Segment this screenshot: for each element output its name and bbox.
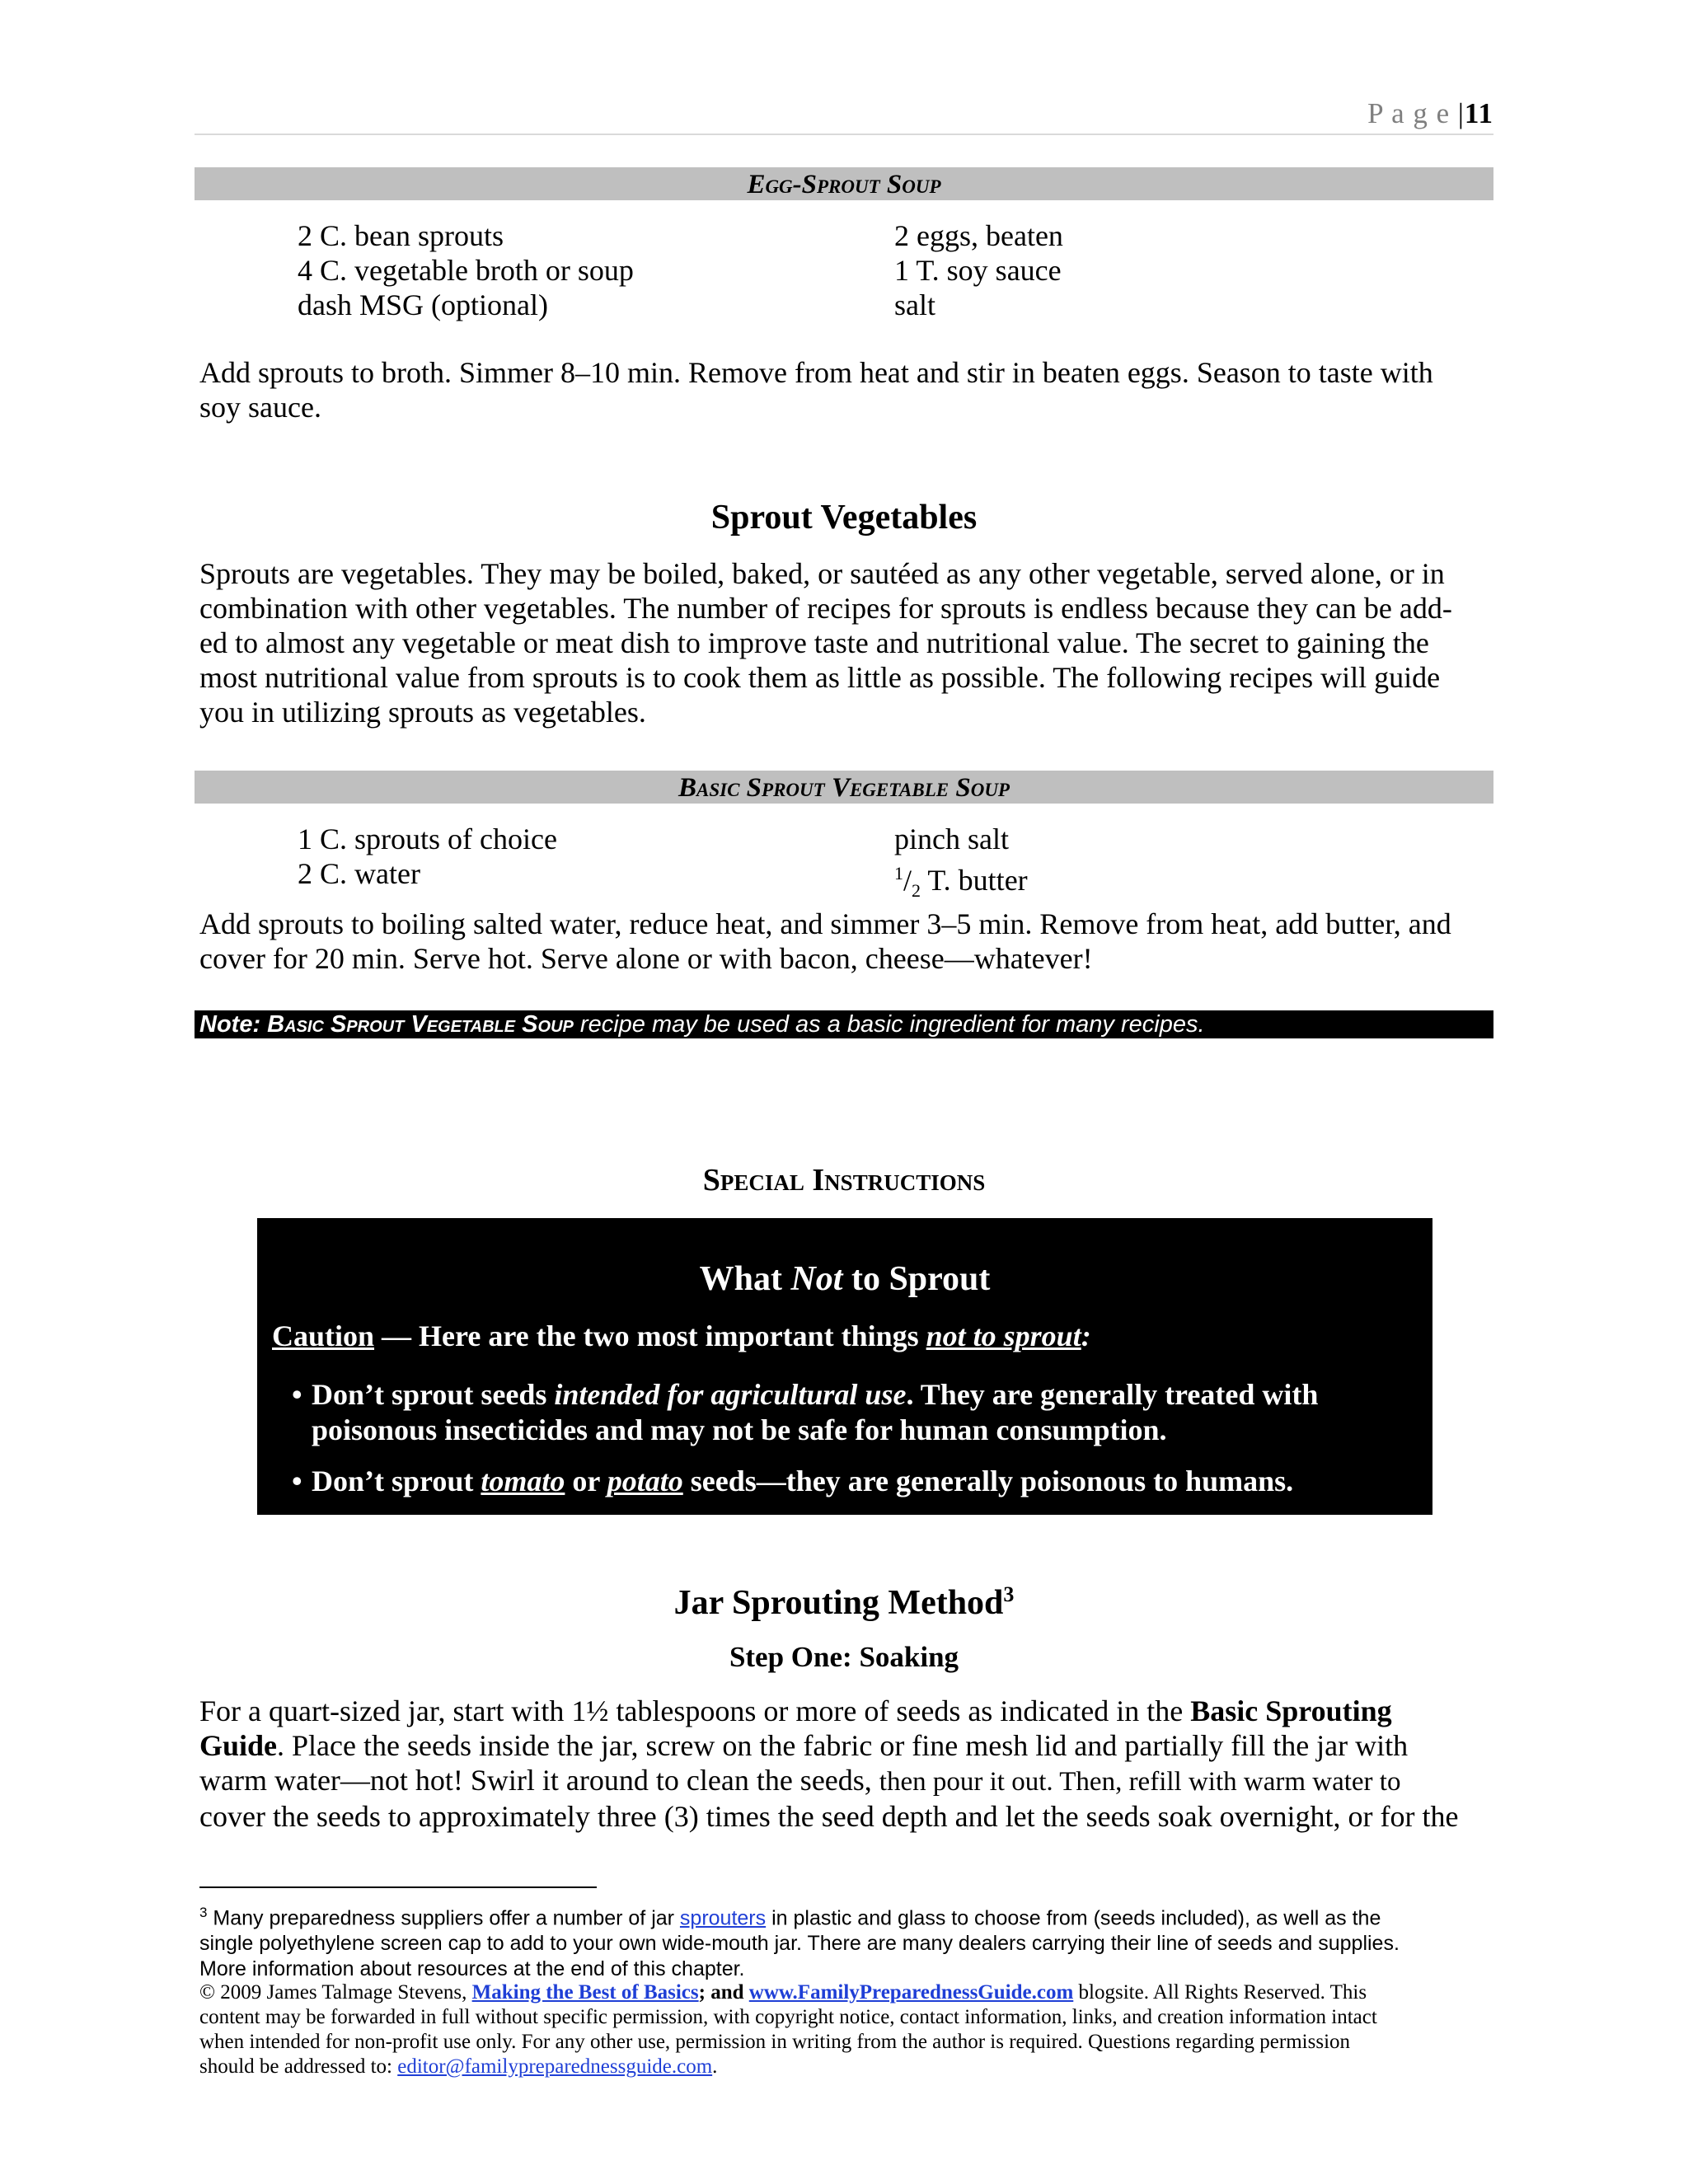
note-recipe-name: Basic Sprout Vegetable Soup (267, 1011, 574, 1038)
copyright-line (199, 2055, 1493, 2079)
bullet-text: Don’t sprout (312, 1465, 481, 1497)
footnote-marker: 3 (199, 1905, 208, 1920)
bullet-emphasis: potato (607, 1465, 683, 1497)
email-link[interactable]: editor@familypreparednessguide.com (397, 2055, 713, 2078)
caution-bullet-2 (292, 1464, 1294, 1499)
sprout-vegetables-paragraph (199, 556, 1493, 729)
paragraph-line (199, 1694, 1493, 1728)
caution-box (257, 1218, 1432, 1515)
fraction-numerator: 1 (894, 863, 903, 883)
directions-line: soy sauce. (199, 391, 321, 424)
caution-bullet-1 (292, 1377, 1319, 1448)
caution-colon: : (1081, 1319, 1091, 1352)
caution-line (272, 1319, 1091, 1353)
step-one-heading: Step One: Soaking (729, 1641, 959, 1673)
directions-line: Add sprouts to boiling salted water, reduce heat, and simmer 3–5 min. Remove from heat, add butter, and (199, 907, 1451, 940)
paragraph-line: combination with other vegetables. The number of recipes for sprouts is endless because they can be add- (199, 592, 1452, 625)
veg-soup-title: Basic Sprout Vegetable Soup (195, 771, 1493, 804)
egg-soup-ingredient: dash MSG (optional) (298, 288, 548, 321)
bullet-icon: • (292, 1378, 302, 1411)
title-part: What (699, 1260, 791, 1298)
paragraph-line (199, 1763, 1493, 1799)
bullet-text: seeds—they are generally poisonous to humans. (682, 1465, 1294, 1497)
bullet-icon: • (292, 1465, 302, 1497)
paragraph-line: most nutritional value from sprouts is to cook them as little as possible. The following recipes will guide (199, 661, 1441, 694)
paragraph-line (199, 1728, 1493, 1763)
footnote (199, 1900, 1493, 1982)
title-part: to Sprout (842, 1260, 991, 1298)
sprout-vegetables-heading: Sprout Vegetables (710, 499, 978, 537)
bullet-text: Don’t sprout seeds (312, 1378, 555, 1411)
veg-soup-ingredient: 1 C. sprouts of choice (298, 823, 557, 855)
footnote-line (199, 1900, 1493, 1931)
text: ; and (698, 1981, 749, 2004)
egg-soup-ingredient: 4 C. vegetable broth or soup (298, 254, 634, 287)
header-rule (195, 134, 1493, 135)
page-header (1367, 97, 1493, 130)
paragraph-line: ed to almost any vegetable or meat dish to improve taste and nutritional value. The secret to gaining the (199, 626, 1429, 659)
note-text: recipe may be used as a basic ingredient for many recipes. (573, 1011, 1205, 1038)
veg-soup-directions (199, 907, 1493, 976)
website-link[interactable]: www.FamilyPreparednessGuide.com (748, 1981, 1074, 2004)
footnote-reference: 3 (1003, 1582, 1015, 1606)
bold-text: Guide (199, 1729, 278, 1762)
text: . (712, 2055, 718, 2078)
bullet-line (312, 1377, 1318, 1413)
fraction-denominator: 2 (912, 880, 921, 902)
text: should be addressed to: (199, 2055, 398, 2078)
sprouters-link[interactable]: sprouters (679, 1906, 767, 1930)
copyright (199, 1980, 1493, 2079)
jar-method-heading (195, 1582, 1493, 1623)
egg-soup-ingredient: salt (894, 288, 935, 321)
egg-soup-ingredient: 2 eggs, beaten (894, 219, 1063, 252)
heading-text: Jar Sprouting Method (673, 1584, 1004, 1622)
page-word: P a g e (1367, 97, 1451, 129)
page-number: 11 (1464, 97, 1493, 129)
jar-paragraph (199, 1694, 1493, 1834)
veg-soup-ingredient-butter: $^1/_2$ T. butter (894, 863, 1028, 902)
bullet-text: or (565, 1465, 607, 1497)
bullet-emphasis: intended for agricultural use (554, 1378, 907, 1411)
bullet-text: . They are generally treated with (906, 1378, 1319, 1411)
caution-box-title (257, 1259, 1432, 1299)
egg-soup-ingredient: 1 T. soy sauce (894, 254, 1062, 287)
copyright-line: when intended for non-profit use only. For any other use, permission in writing from the author is required. Questions regarding permission (199, 2031, 1351, 2053)
veg-soup-ingredient: pinch salt (894, 823, 1009, 855)
note-bar (195, 1010, 1493, 1038)
text: For a quart-sized jar, start with 1½ tablespoons or more of seeds as indicated in the (199, 1694, 1191, 1727)
butter-text: T. butter (921, 864, 1028, 897)
text: warm water—not hot! Swirl it around to clean the seeds, (199, 1764, 879, 1797)
title-emphasis: Not (790, 1260, 843, 1298)
caution-label: Caution (272, 1319, 375, 1352)
egg-soup-title: Egg-Sprout Soup (195, 167, 1493, 200)
bullet-emphasis: tomato (481, 1465, 565, 1497)
text: Many preparedness suppliers offer a number of jar (207, 1906, 680, 1930)
text: in plastic and glass to choose from (seeds included), as well as the (766, 1906, 1381, 1930)
caution-text: — Here are the two most important things (374, 1319, 926, 1352)
footnote-line: More information about resources at the end of this chapter. (199, 1957, 745, 1981)
bullet-line: poisonous insecticides and may not be safe for human consumption. (312, 1413, 1167, 1446)
text: blogsite. All Rights Reserved. This (1073, 1981, 1367, 2004)
egg-soup-ingredient: 2 C. bean sprouts (298, 219, 504, 252)
special-instructions-heading: Special Instructions (702, 1163, 986, 1197)
paragraph-line: Sprouts are vegetables. They may be boiled, baked, or sautéed as any other vegetable, served alone, or in (199, 557, 1445, 590)
footnote-rule (199, 1886, 597, 1888)
egg-soup-directions (199, 355, 1493, 424)
footnote-line: single polyethylene screen cap to add to your own wide-mouth jar. There are many dealers carrying their line of seeds and supplies. (199, 1932, 1400, 1956)
caution-emphasis: not to sprout (926, 1319, 1081, 1352)
copyright-line: content may be forwarded in full without specific permission, with copyright notice, contact information, links, and creation information intact (199, 2006, 1377, 2028)
paragraph-line: you in utilizing sprouts as vegetables. (199, 696, 646, 729)
directions-line: cover for 20 min. Serve hot. Serve alone or with bacon, cheese—whatever! (199, 942, 1093, 975)
text: © 2009 James Talmage Stevens, (199, 1981, 472, 2004)
book-link[interactable]: Making the Best of Basics (471, 1981, 699, 2004)
copyright-line (199, 1980, 1493, 2005)
paragraph-line: cover the seeds to approximately three (3) times the seed depth and let the seeds soak overnight, or for the (199, 1800, 1459, 1833)
directions-line: Add sprouts to broth. Simmer 8–10 min. Remove from heat and stir in beaten eggs. Season to taste with (199, 356, 1433, 389)
bold-text: Basic Sprouting (1190, 1694, 1392, 1727)
veg-soup-ingredient: 2 C. water (298, 857, 420, 890)
note-label: Note: (199, 1011, 261, 1038)
text: then pour it out. Then, refill with warm water to (879, 1767, 1401, 1797)
text: . Place the seeds inside the jar, screw on the fabric or fine mesh lid and partially fill the jar with (277, 1729, 1409, 1762)
page-separator: | (1457, 97, 1465, 129)
